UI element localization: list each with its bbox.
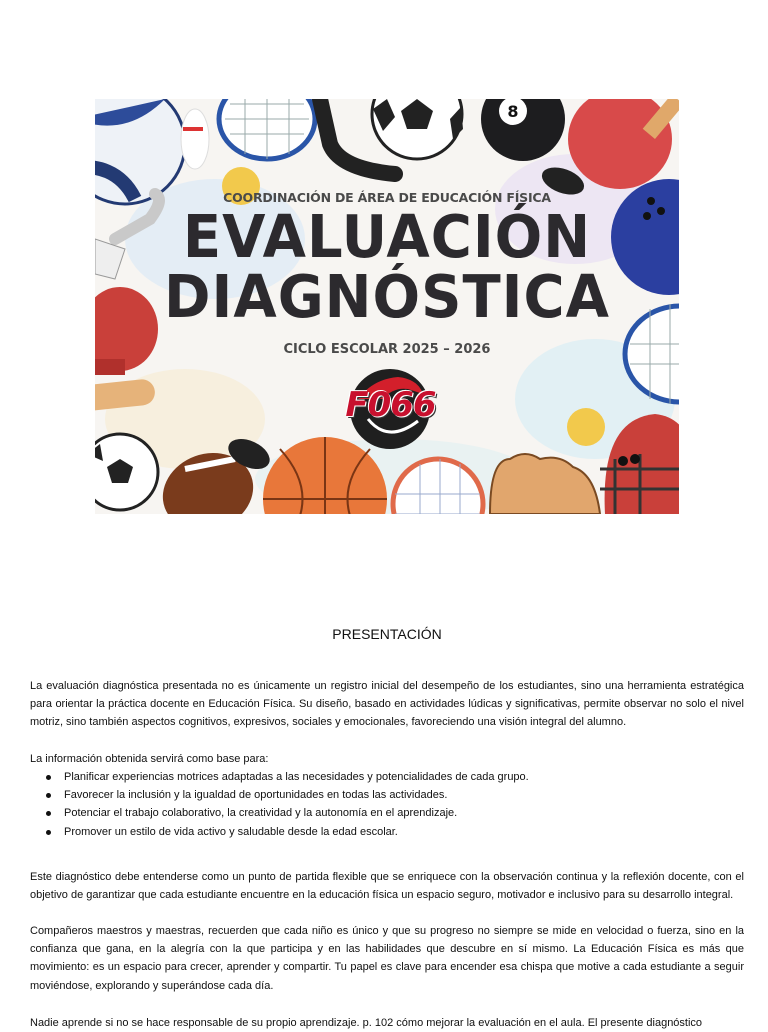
list-item: Favorecer la inclusión y la igualdad de oportunidades en todas las actividades. [30, 786, 529, 804]
intro-paragraph: La evaluación diagnóstica presentada no es únicamente un registro inicial del desempeño de los estudiantes, sino una herramienta estratégica para orientar la práctica docente en Educación Física. Su diseño, basado en actividades lúdicas y significativas, permite observar no solo el nivel motriz, sino también aspectos cognitivos, expresivos, sociales y emocionales, favoreciendo una visión integral del alumno. [30, 680, 744, 729]
coordination-label: COORDINACIÓN DE ÁREA DE EDUCACIÓN FÍSICA [223, 190, 551, 205]
section-heading: PRESENTACIÓN [332, 626, 442, 642]
list-item: Potenciar el trabajo colaborativo, la creatividad y la autonomía en el aprendizaje. [30, 804, 529, 822]
cover-image [95, 99, 679, 514]
cover-title-line1: EVALUACIÓN [182, 203, 592, 272]
f066-logo [328, 359, 453, 454]
closing-paragraph: Nadie aprende si no se hace responsable de su propio aprendizaje. p. 102 cómo mejorar la evaluación en el aula. El presente diagnóstico [30, 1017, 703, 1029]
purpose-list [30, 768, 529, 841]
svg-text:8: 8 [507, 102, 519, 121]
teachers-paragraph: Compañeros maestros y maestras, recuerden que cada niño es único y que su progreso no siempre se mide en velocidad o fuerza, sino en la confianza que gana, en la alegría con la que participa y en las habilidades que descubre en sí mismo. La Educación Física es más que movimiento: es un espacio para crecer, aprender y compartir. Tu papel es clave para encender esa chispa que motive a cada estudiante a seguir moviéndose, explorando y superándose cada día. [30, 925, 744, 992]
cover-text-block [95, 99, 679, 514]
cover-title-line2: DIAGNÓSTICA [164, 263, 610, 332]
logo-text: F066 [345, 385, 436, 425]
diagnostic-paragraph: Este diagnóstico debe entenderse como un punto de partida flexible que se enriquece con la observación continua y la reflexión docente, con el objetivo de garantizar que cada estudiante encuentre en la educación física un espacio seguro, motivador e inclusivo para su desarrollo integral. [30, 871, 744, 902]
list-item: Promover un estilo de vida activo y saludable desde la edad escolar. [30, 823, 529, 841]
list-item: Planificar experiencias motrices adaptadas a las necesidades y potencialidades de cada grupo. [30, 768, 529, 786]
school-cycle-label: CICLO ESCOLAR 2025 – 2026 [283, 342, 491, 357]
list-intro: La información obtenida servirá como base para: [30, 753, 269, 765]
